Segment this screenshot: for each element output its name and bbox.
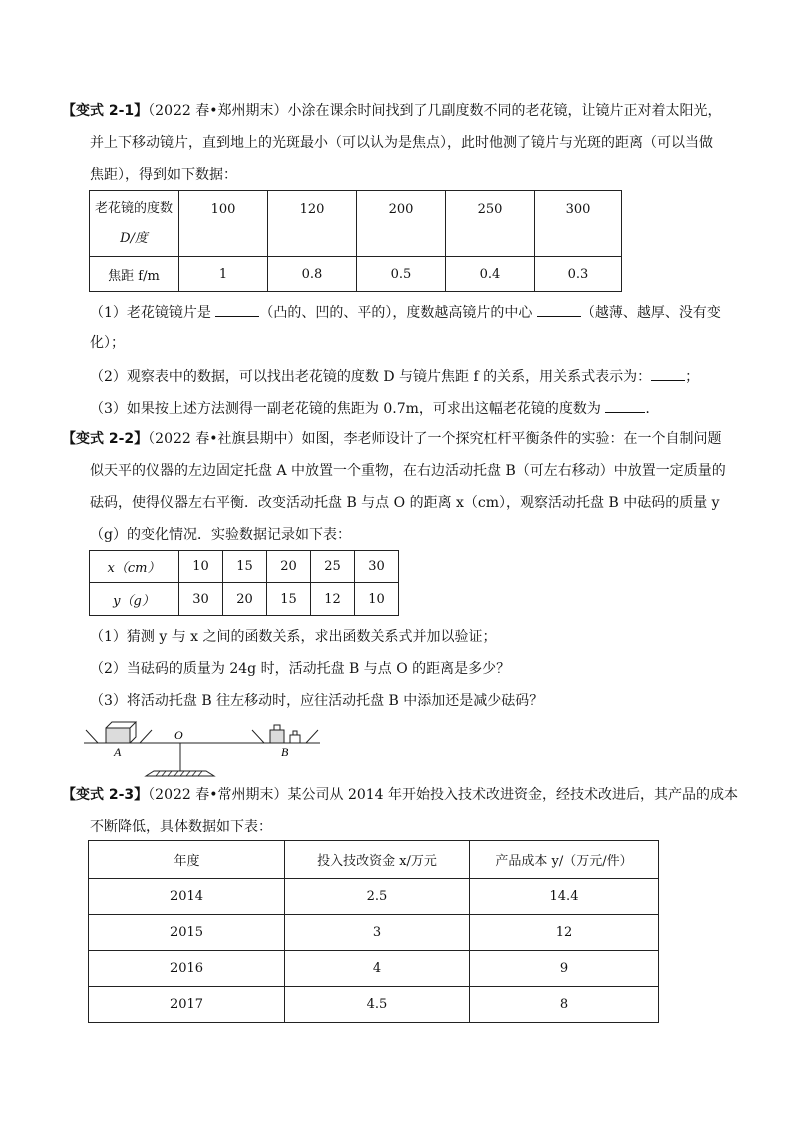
v22-header-y: y（g） [90, 583, 179, 616]
table-cell: 15 [267, 583, 311, 616]
table-cell: 15 [223, 551, 267, 583]
table-cell: 20 [223, 583, 267, 616]
v21-text-1: （2022 春•郑州期末）小涂在课余时间找到了几副度数不同的老花镜，让镜片正对着太阳光， [148, 103, 722, 119]
table-cell: 2016 [89, 951, 285, 987]
v23-tag: 【变式 2-3】 [62, 787, 149, 803]
answer-blank[interactable] [215, 302, 259, 317]
table-cell: 120 [268, 191, 357, 257]
v21-question-1-cont: 化）； [90, 335, 125, 351]
v21-question-2 [90, 366, 699, 386]
weight-large [270, 730, 284, 743]
table-cell: 30 [355, 551, 399, 583]
q-text: （1）老花镜镜片是 [90, 305, 211, 321]
v22-question-3: （3）将活动托盘 B 往左移动时，应往活动托盘 B 中添加还是减少砝码？ [90, 693, 544, 709]
table-row [90, 583, 399, 616]
table-cell: 10 [179, 551, 223, 583]
table-row [90, 191, 622, 257]
table-cell: 0.4 [446, 257, 535, 292]
v21-line-3: 焦距），得到如下数据： [90, 167, 237, 183]
answer-blank[interactable] [537, 302, 581, 317]
v23-line-1 [62, 786, 738, 804]
table-cell: 200 [357, 191, 446, 257]
table-cell: 300 [535, 191, 622, 257]
table-cell: 0.5 [357, 257, 446, 292]
v23-header-year: 年度 [89, 841, 285, 879]
table-cell: 20 [267, 551, 311, 583]
v23-line-2: 不断降低，具体数据如下表： [90, 819, 272, 835]
v21-header-focal: 焦距 f/m [90, 257, 179, 292]
table-cell: 2014 [89, 879, 285, 915]
table-cell: 0.3 [535, 257, 622, 292]
table-cell: 12 [470, 915, 659, 951]
table-cell: 1 [179, 257, 268, 292]
v22-line-1 [62, 430, 722, 448]
v21-line-1 [62, 102, 722, 120]
v23-table [88, 840, 659, 1023]
v22-question-2: （2）当砝码的质量为 24g 时，活动托盘 B 与点 O 的距离是多少？ [90, 661, 511, 677]
v22-line-3: 砝码，使得仪器左右平衡．改变活动托盘 B 与点 O 的距离 x（cm），观察活动托盘 B 中砝码的质量 y [90, 495, 720, 511]
q-text: （3）如果按上述方法测得一副老花镜的焦距为 0.7m，可求出这幅老花镜的度数为 [90, 401, 601, 417]
weight-small [290, 735, 300, 743]
table-row [89, 879, 659, 915]
tray-b [252, 730, 318, 743]
label-b: B [281, 745, 289, 759]
v21-question-3 [90, 398, 650, 418]
table-cell: 25 [311, 551, 355, 583]
v23-header-cost: 产品成本 y/（万元/件） [470, 841, 659, 879]
v22-question-1: （1）猜测 y 与 x 之间的函数关系，求出函数关系式并加以验证； [90, 629, 497, 645]
label-o: O [174, 728, 183, 742]
header-text: D/度 [120, 230, 148, 246]
table-cell: 3 [285, 915, 470, 951]
v22-line-2: 似天平的仪器的左边固定托盘 A 中放置一个重物，在右边活动托盘 B（可左右移动）中放置一定质量的 [90, 463, 726, 479]
v23-header-invest: 投入技改资金 x/万元 [285, 841, 470, 879]
table-cell: 2015 [89, 915, 285, 951]
answer-blank[interactable] [651, 366, 685, 381]
table-cell: 250 [446, 191, 535, 257]
v22-tag: 【变式 2-2】 [62, 431, 149, 447]
weight-small-knob [293, 731, 297, 735]
table-cell: 12 [311, 583, 355, 616]
table-cell: 4 [285, 951, 470, 987]
q-text: （凸的、凹的、平的），度数越高镜片的中心 [259, 305, 533, 321]
v23-text-1: （2022 春•常州期末）某公司从 2014 年开始投入技术改进资金，经技术改进后，其产品的成本 [148, 787, 739, 803]
table-cell: 100 [179, 191, 268, 257]
v22-header-x: x（cm） [90, 551, 179, 583]
table-cell: 8 [470, 987, 659, 1023]
table-cell: 30 [179, 583, 223, 616]
q-text: ； [685, 369, 700, 385]
table-cell: 9 [470, 951, 659, 987]
heavy-object [106, 728, 130, 743]
q-text: . [645, 401, 650, 417]
table-cell: 2.5 [285, 879, 470, 915]
table-cell: 4.5 [285, 987, 470, 1023]
v22-text-1: （2022 春•社旗县期中）如图，李老师设计了一个探究杠杆平衡条件的实验：在一个自制问题 [148, 431, 722, 447]
v22-table [89, 550, 399, 616]
table-row [90, 257, 622, 292]
answer-blank[interactable] [605, 398, 645, 413]
table-cell: 10 [355, 583, 399, 616]
table-row [90, 551, 399, 583]
q-text: （2）观察表中的数据，可以找出老花镜的度数 D 与镜片焦距 f 的关系，用关系式表示为： [90, 369, 652, 385]
table-cell: 2017 [89, 987, 285, 1023]
v22-line-4: （g）的变化情况．实验数据记录如下表： [90, 527, 351, 543]
table-cell: 0.8 [268, 257, 357, 292]
table-row [89, 951, 659, 987]
table-cell: 14.4 [470, 879, 659, 915]
label-a: A [114, 745, 122, 759]
header-text: 老花镜的度数 [94, 200, 173, 216]
q-text: （越薄、越厚、没有变 [580, 305, 721, 321]
v21-question-1 [90, 302, 721, 322]
v21-table [89, 190, 622, 292]
v21-line-2: 并上下移动镜片，直到地上的光斑最小（可以认为是焦点），此时他测了镜片与光斑的距离（可以当做 [90, 135, 713, 151]
v21-tag: 【变式 2-1】 [62, 103, 149, 119]
table-row [89, 841, 659, 879]
table-row [89, 915, 659, 951]
table-row [89, 987, 659, 1023]
v21-header-degree [90, 191, 179, 257]
lever-balance-figure [84, 716, 324, 778]
weight-large-knob [274, 725, 280, 730]
